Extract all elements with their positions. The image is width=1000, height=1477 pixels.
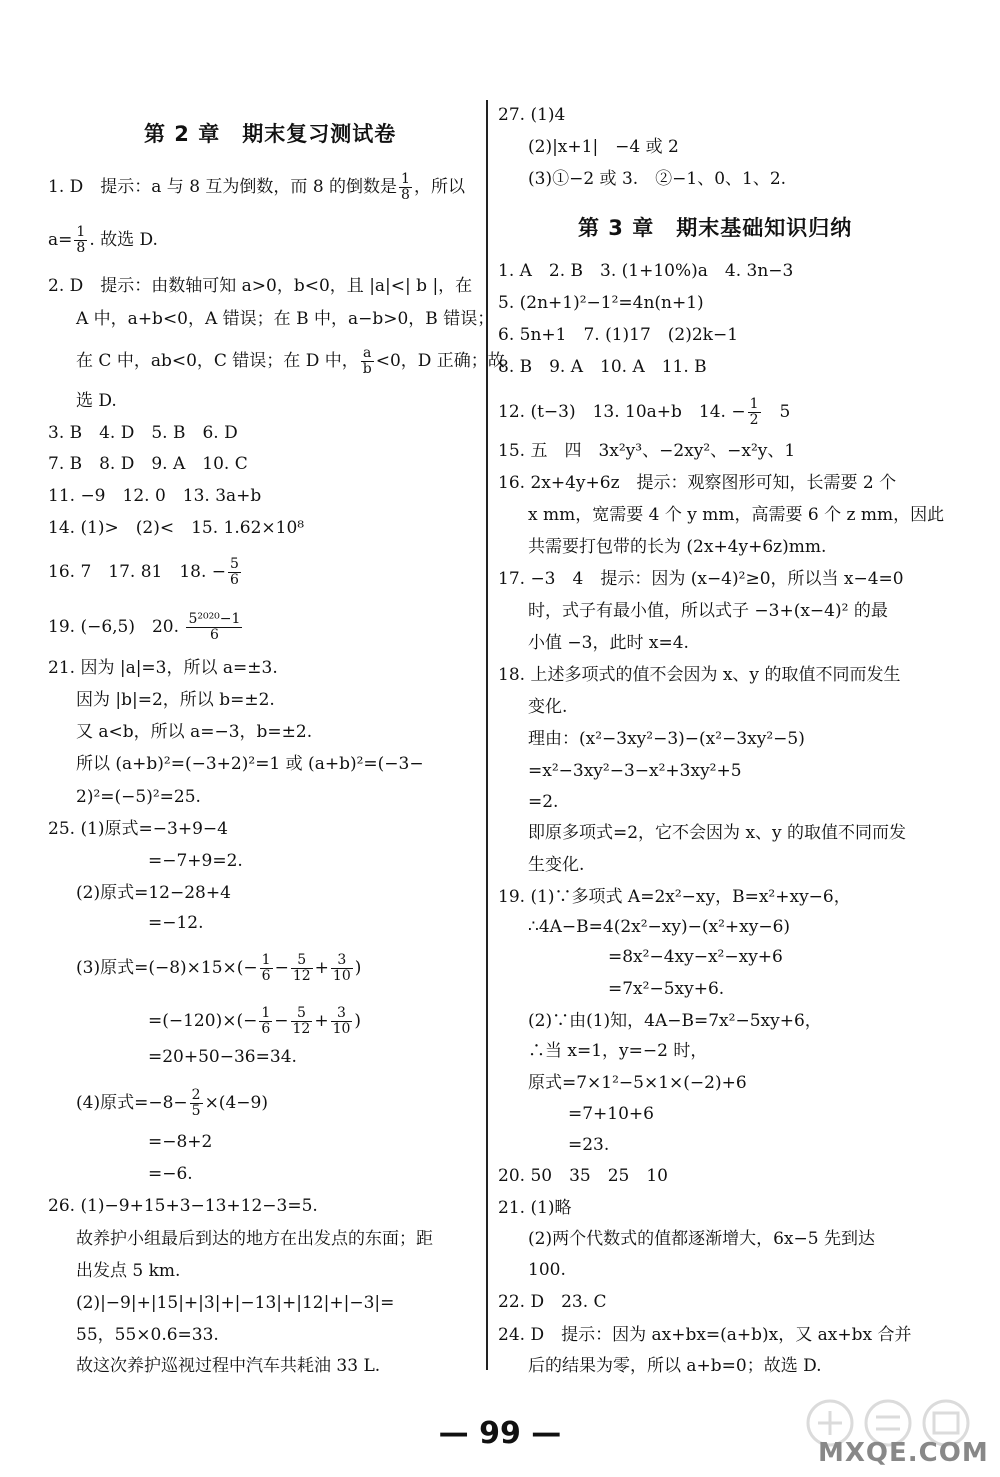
answer-1: 1. D 提示：a 与 8 互为倒数，而 8 的倒数是 $\frac{1}{8}$ ，所以 bbox=[48, 171, 465, 203]
answer-27-line-2: (2)|x+1| −4 或 2 bbox=[528, 137, 679, 157]
answer-25-line-1: 25. (1)原式=−3+9−4 bbox=[48, 819, 228, 839]
answer-25-line-10: =−6. bbox=[148, 1164, 193, 1184]
answer-25-line-2: =−7+9=2. bbox=[148, 851, 243, 871]
answer-25-line-4: =−12. bbox=[148, 913, 204, 933]
fraction: $\frac{a}{b}$ bbox=[362, 345, 372, 377]
answer-26-line-2: 故养护小组最后到达的地方在出发点的东面；距 bbox=[76, 1229, 433, 1249]
answer-21-line-5: 2)²=(−5)²=25. bbox=[76, 787, 201, 807]
answer-r19-line-8: =7+10+6 bbox=[568, 1104, 654, 1124]
answer-r19-line-1: 19. (1)∵多项式 A=2x²−xy，B=x²+xy−6， bbox=[498, 887, 851, 907]
answers-16-18: 16. 7 17. 81 18. − $\frac{5}{6}$ bbox=[48, 556, 239, 588]
answer-r15: 15. 五 四 3x²y³、−2xy²、−x²y、1 bbox=[498, 441, 796, 461]
answers-r12-14: 12. (t−3) 13. 10a+b 14. − $\frac{1}{2}$ 5 bbox=[498, 396, 791, 428]
answer-r18-line-7: 生变化. bbox=[528, 855, 585, 875]
watermark-text: MXQE.COM bbox=[818, 1438, 989, 1468]
fraction: $\frac{1}{8}$ bbox=[76, 224, 86, 256]
answer-r18-line-5: =2. bbox=[528, 792, 559, 812]
answer-r19-line-4: =7x²−5xy+6. bbox=[608, 979, 725, 999]
answer-r16-line-3: 共需要打包带的长为 (2x+4y+6z)mm. bbox=[528, 537, 827, 557]
answer-25-line-3: (2)原式=12−28+4 bbox=[76, 883, 231, 903]
answer-r21-line-1: 21. (1)略 bbox=[498, 1198, 572, 1218]
answers-14-15: 14. (1)> (2)< 15. 1.62×10⁸ bbox=[48, 518, 305, 538]
answer-21-line-1: 21. 因为 |a|=3，所以 a=±3. bbox=[48, 658, 278, 678]
answer-21-line-2: 因为 |b|=2，所以 b=±2. bbox=[76, 690, 275, 710]
answer-21-line-3: 又 a<b，所以 a=−3，b=±2. bbox=[76, 722, 313, 742]
answer-r18-line-3: 理由：(x²−3xy²−3)−(x²−3xy²−5) bbox=[528, 729, 805, 749]
column-divider bbox=[486, 100, 488, 1370]
answers-7-10: 7. B 8. D 9. A 10. C bbox=[48, 454, 248, 474]
answer-26-line-4: (2)|−9|+|15|+|3|+|−13|+|12|+|−3|= bbox=[76, 1293, 395, 1313]
answers-r22-23: 22. D 23. C bbox=[498, 1292, 607, 1312]
answer-2-line-3: 在 C 中，ab<0，C 错误；在 D 中， $\frac{a}{b}$ <0，D 正确；故 bbox=[76, 345, 505, 377]
answer-r18-line-1: 18. 上述多项式的值不会因为 x、y 的取值不同而发生 bbox=[498, 665, 901, 685]
answer-26-line-5: 55，55×0.6=33. bbox=[76, 1325, 219, 1345]
answer-r24-line-1: 24. D 提示：因为 ax+bx=(a+b)x，又 ax+bx 合并 bbox=[498, 1325, 912, 1345]
answers-19-20: 19. (−6,5) 20. $\frac{\text{5²⁰²⁰−1}}{6}$ bbox=[48, 611, 241, 643]
answers-3-6: 3. B 4. D 5. B 6. D bbox=[48, 423, 238, 443]
answers-r1-4: 1. A 2. B 3. (1+10%)a 4. 3n−3 bbox=[498, 261, 794, 281]
chapter-2-title: 第 2 章 期末复习测试卷 bbox=[144, 122, 397, 146]
answers-r8-11: 8. B 9. A 10. A 11. B bbox=[498, 357, 707, 377]
answer-r19-line-6: ∴当 x=1，y=−2 时， bbox=[528, 1041, 708, 1061]
answer-25-line-6: =(−120)×(− $\frac{1}{6}$ − $\frac{5}{12}$ + $\frac{3}{10}$ ) bbox=[148, 1005, 362, 1037]
answer-27-line-1: 27. (1)4 bbox=[498, 105, 566, 125]
answer-r21-line-3: 100. bbox=[528, 1260, 566, 1280]
answer-r17-line-1: 17. −3 4 提示：因为 (x−4)²≥0，所以当 x−4=0 bbox=[498, 569, 904, 589]
answer-26-line-1: 26. (1)−9+15+3−13+12−3=5. bbox=[48, 1196, 318, 1216]
answer-26-line-6: 故这次养护巡视过程中汽车共耗油 33 L. bbox=[76, 1356, 381, 1376]
answer-25-line-8: (4)原式=−8− $\frac{2}{5}$ ×(4−9) bbox=[76, 1087, 268, 1119]
answer-r18-line-2: 变化. bbox=[528, 697, 568, 717]
answer-21-line-4: 所以 (a+b)²=(−3+2)²=1 或 (a+b)²=(−3− bbox=[76, 754, 424, 774]
answer-r16-line-2: x mm，宽需要 4 个 y mm，高需要 6 个 z mm，因此 bbox=[528, 505, 945, 525]
answer-r21-line-2: (2)两个代数式的值都逐渐增大，6x−5 先到达 bbox=[528, 1229, 875, 1249]
answer-2-line-2: A 中，a+b<0，A 错误；在 B 中，a−b>0，B 错误； bbox=[76, 309, 495, 329]
answer-r19-line-5: (2)∵由(1)知，4A−B=7x²−5xy+6， bbox=[528, 1011, 822, 1031]
answer-25-line-7: =20+50−36=34. bbox=[148, 1047, 297, 1067]
answer-r19-line-3: =8x²−4xy−x²−xy+6 bbox=[608, 947, 783, 967]
answer-2-line-4: 选 D. bbox=[76, 391, 117, 411]
answer-r5: 5. (2n+1)²−1²=4n(n+1) bbox=[498, 293, 704, 313]
answer-r18-line-6: 即原多项式=2，它不会因为 x、y 的取值不同而发 bbox=[528, 823, 907, 843]
answers-r6-7: 6. 5n+1 7. (1)17 (2)2k−1 bbox=[498, 325, 739, 345]
answer-r17-line-3: 小值 −3，此时 x=4. bbox=[528, 633, 689, 653]
page-number: — 99 — bbox=[438, 1416, 562, 1451]
chapter-3-title: 第 3 章 期末基础知识归纳 bbox=[578, 216, 853, 240]
answer-r24-line-2: 后的结果为零，所以 a+b=0；故选 D. bbox=[528, 1356, 822, 1376]
answer-26-line-3: 出发点 5 km. bbox=[76, 1261, 181, 1281]
answer-r20: 20. 50 35 25 10 bbox=[498, 1166, 668, 1186]
fraction: $\frac{5}{6}$ bbox=[230, 556, 239, 588]
answer-r16-line-1: 16. 2x+4y+6z 提示：观察图形可知，长需要 2 个 bbox=[498, 473, 897, 493]
answer-25-line-9: =−8+2 bbox=[148, 1132, 213, 1152]
answer-2-line-1: 2. D 提示：由数轴可知 a>0，b<0，且 |a|<| b |，在 bbox=[48, 276, 473, 296]
answer-27-line-3: (3)①−2 或 3. ②−1、0、1、2. bbox=[528, 169, 787, 189]
answer-r17-line-2: 时，式子有最小值，所以式子 −3+(x−4)² 的最 bbox=[528, 601, 888, 621]
answer-r19-line-9: =23. bbox=[568, 1135, 610, 1155]
fraction: $\frac{\text{5²⁰²⁰−1}}{6}$ bbox=[188, 611, 241, 643]
answer-r19-line-7: 原式=7×1²−5×1×(−2)+6 bbox=[528, 1073, 747, 1093]
fraction: $\frac{1}{8}$ bbox=[401, 171, 410, 203]
answers-11-13: 11. −9 12. 0 13. 3a+b bbox=[48, 486, 262, 506]
answer-1-cont: a= $\frac{1}{8}$ . 故选 D. bbox=[48, 224, 158, 256]
answer-25-line-5: (3)原式=(−8)×15×(− $\frac{1}{6}$ − $\frac{5}{12}$ + $\frac{3}{10}$ ) bbox=[76, 952, 362, 984]
answer-r19-line-2: ∴4A−B=4(2x²−xy)−(x²+xy−6) bbox=[528, 917, 791, 937]
answer-1-text: 1. D 提示：a 与 8 互为倒数，而 8 的倒数是 bbox=[48, 177, 398, 197]
answer-r18-line-4: =x²−3xy²−3−x²+3xy²+5 bbox=[528, 761, 742, 781]
